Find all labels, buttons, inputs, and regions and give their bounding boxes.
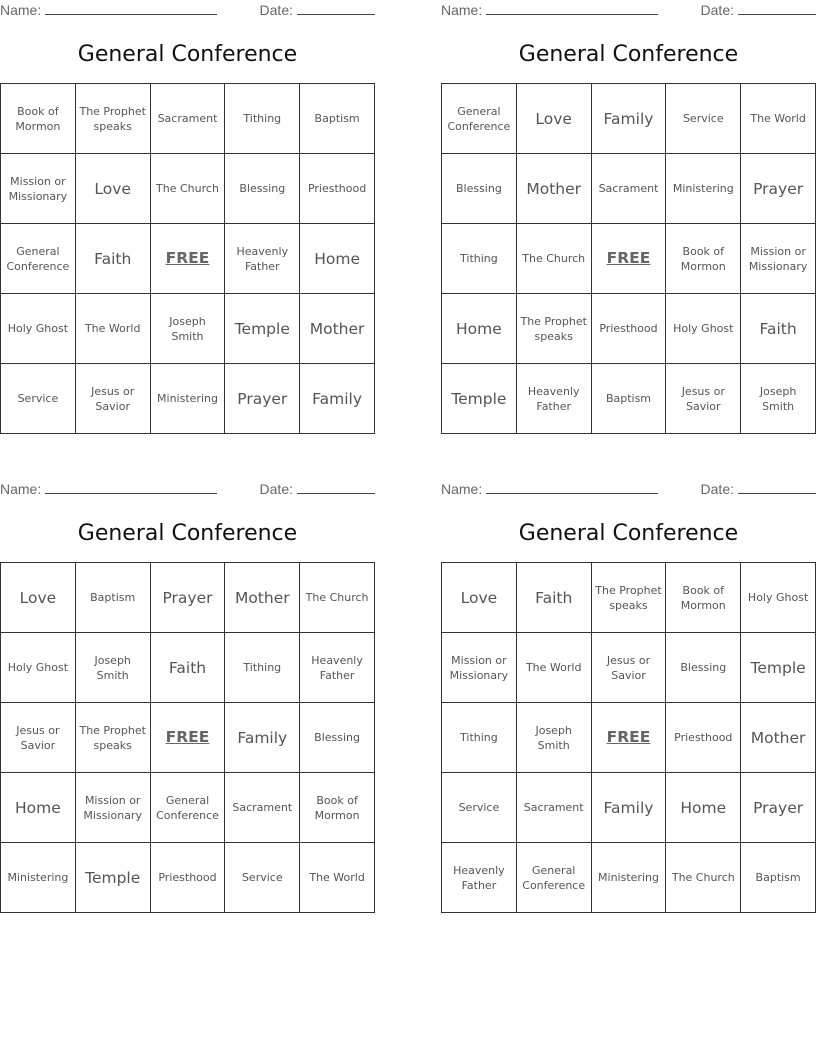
cell-label: Family: [237, 728, 288, 747]
bingo-cell[interactable]: [151, 843, 226, 913]
cell-label: Jesus or Savior: [16, 723, 60, 752]
cell-label: The Prophet speaks: [79, 104, 146, 133]
bingo-cell[interactable]: [517, 154, 592, 224]
cell-label: The World: [750, 112, 806, 125]
name-blank-line[interactable]: [486, 480, 658, 494]
cell-label: Love: [94, 179, 131, 198]
bingo-cell[interactable]: [741, 843, 816, 913]
bingo-cell[interactable]: [592, 773, 667, 843]
cell-label: Joseph Smith: [169, 314, 206, 343]
bingo-cell[interactable]: [741, 224, 816, 294]
cell-label: Sacrament: [598, 182, 659, 195]
cell-label: Mother: [309, 319, 365, 338]
cell-label: Book of Mormon: [680, 583, 726, 612]
date-label: Date:: [700, 2, 734, 18]
bingo-cell[interactable]: [442, 563, 517, 633]
bingo-cell[interactable]: [225, 224, 300, 294]
bingo-cell[interactable]: [151, 294, 226, 364]
date-field[interactable]: [701, 480, 816, 497]
name-field[interactable]: [0, 480, 217, 497]
bingo-cell[interactable]: [442, 364, 517, 434]
bingo-cell[interactable]: [76, 364, 151, 434]
bingo-cell[interactable]: [442, 843, 517, 913]
card-title: General Conference: [77, 521, 298, 546]
cell-label: Blessing: [455, 182, 502, 195]
cell-label: Sacrament: [523, 801, 584, 814]
cell-label: Temple: [85, 868, 141, 887]
cell-label: Blessing: [239, 182, 286, 195]
bingo-cell[interactable]: [442, 84, 517, 154]
cell-label: The World: [309, 871, 365, 884]
bingo-cell[interactable]: [741, 364, 816, 434]
cell-label: Priesthood: [307, 182, 367, 195]
cell-label: The Church: [671, 871, 735, 884]
bingo-cell[interactable]: [741, 294, 816, 364]
bingo-cell[interactable]: [76, 563, 151, 633]
cell-label: Sacrament: [157, 112, 218, 125]
cell-label: Prayer: [753, 798, 804, 817]
bingo-grid: [0, 83, 375, 434]
cell-label: Tithing: [243, 661, 282, 674]
date-label: Date:: [259, 2, 293, 18]
cell-label: Temple: [451, 389, 507, 408]
bingo-grid: [0, 562, 375, 913]
bingo-cell[interactable]: [442, 703, 517, 773]
bingo-cell[interactable]: [300, 84, 375, 154]
bingo-cell[interactable]: [741, 633, 816, 703]
bingo-cell[interactable]: [76, 633, 151, 703]
cell-label: The Prophet speaks: [520, 314, 587, 343]
bingo-cell[interactable]: [225, 294, 300, 364]
bingo-cell[interactable]: [1, 84, 76, 154]
bingo-cell[interactable]: [592, 154, 667, 224]
cell-label: Priesthood: [674, 731, 733, 744]
bingo-cell[interactable]: [1, 294, 76, 364]
bingo-cell[interactable]: [225, 84, 300, 154]
cell-label: The Church: [156, 182, 219, 195]
cell-label: The World: [84, 322, 141, 335]
date-field[interactable]: [260, 480, 375, 497]
cell-label: Holy Ghost: [7, 322, 69, 335]
bingo-cell[interactable]: [666, 84, 741, 154]
bingo-cell[interactable]: [442, 773, 517, 843]
name-label: Name:: [0, 481, 42, 497]
name-blank-line[interactable]: [45, 1, 217, 15]
cell-label: Heavenly Father: [453, 863, 505, 892]
cell-label: Baptism: [755, 871, 801, 884]
bingo-cell[interactable]: [517, 703, 592, 773]
cell-label: Love: [460, 588, 498, 607]
cell-label: Faith: [759, 319, 797, 338]
bingo-cell[interactable]: [1, 843, 76, 913]
bingo-cell[interactable]: [151, 154, 226, 224]
cell-label: Priesthood: [599, 322, 658, 335]
cell-label: General Conference: [156, 793, 219, 822]
name-date-row: [0, 480, 375, 500]
name-field[interactable]: [0, 1, 217, 18]
cell-label: Mother: [526, 179, 582, 198]
cell-label: Book of Mormon: [314, 793, 360, 822]
cell-label: Holy Ghost: [747, 591, 809, 604]
cell-label: Service: [17, 392, 59, 405]
card-title: General Conference: [77, 42, 298, 67]
bingo-cell[interactable]: [300, 364, 375, 434]
bingo-cell[interactable]: [741, 773, 816, 843]
cell-label: General Conference: [447, 104, 511, 133]
bingo-cell[interactable]: [300, 633, 375, 703]
cell-label: The Prophet speaks: [595, 583, 662, 612]
bingo-cell[interactable]: [151, 364, 226, 434]
card-title: General Conference: [518, 42, 739, 67]
cell-label: Family: [312, 389, 363, 408]
bingo-cell[interactable]: [225, 703, 300, 773]
name-field[interactable]: [441, 1, 658, 18]
cell-label: Prayer: [237, 389, 288, 408]
bingo-cell[interactable]: [666, 633, 741, 703]
cell-label: Jesus or Savior: [681, 384, 725, 413]
bingo-cell[interactable]: [666, 703, 741, 773]
cell-label: Baptism: [90, 591, 136, 604]
cell-label: Jesus or Savior: [606, 653, 651, 682]
bingo-cell[interactable]: [225, 773, 300, 843]
bingo-cell[interactable]: [151, 773, 226, 843]
bingo-cell[interactable]: [517, 364, 592, 434]
bingo-cell[interactable]: [517, 84, 592, 154]
date-field[interactable]: [260, 1, 375, 18]
bingo-cell[interactable]: [300, 773, 375, 843]
bingo-cell[interactable]: [76, 843, 151, 913]
bingo-cell[interactable]: [225, 633, 300, 703]
cell-label: Mission or Missionary: [83, 793, 142, 822]
cell-label: Blessing: [680, 661, 727, 674]
bingo-cell[interactable]: [1, 703, 76, 773]
cell-label: Mission or Missionary: [449, 653, 509, 682]
bingo-cell[interactable]: [300, 843, 375, 913]
bingo-cell[interactable]: [225, 154, 300, 224]
bingo-cell[interactable]: [1, 563, 76, 633]
cell-label: Love: [535, 109, 572, 128]
bingo-cell[interactable]: [1, 773, 76, 843]
name-label: Name:: [441, 481, 483, 497]
free-space-cell[interactable]: [151, 703, 226, 773]
cell-label: Baptism: [314, 112, 360, 125]
bingo-cell[interactable]: [517, 224, 592, 294]
bingo-cell[interactable]: [666, 843, 741, 913]
bingo-cell[interactable]: [151, 563, 226, 633]
bingo-cell[interactable]: [300, 703, 375, 773]
name-date-row: [441, 480, 816, 500]
bingo-cell[interactable]: [741, 703, 816, 773]
bingo-cell[interactable]: [517, 843, 592, 913]
bingo-cell[interactable]: [1, 633, 76, 703]
bingo-cell[interactable]: [666, 773, 741, 843]
bingo-cell[interactable]: [76, 703, 151, 773]
bingo-grid: [441, 83, 816, 434]
bingo-cell[interactable]: [592, 364, 667, 434]
cell-label: Prayer: [162, 588, 213, 607]
bingo-cell[interactable]: [666, 224, 741, 294]
cell-label: Mission or Missionary: [748, 244, 808, 273]
bingo-cell[interactable]: [442, 294, 517, 364]
cell-label: Holy Ghost: [673, 322, 734, 335]
bingo-cell[interactable]: [151, 84, 226, 154]
cell-label: Family: [603, 109, 654, 128]
free-space-cell[interactable]: [151, 224, 226, 294]
bingo-cell[interactable]: [76, 154, 151, 224]
bingo-cell[interactable]: [1, 224, 76, 294]
cell-label: Jesus or Savior: [91, 384, 135, 413]
bingo-cell[interactable]: [517, 563, 592, 633]
cell-label: Faith: [168, 658, 207, 677]
cell-label: The World: [525, 661, 582, 674]
cell-label: FREE: [606, 728, 651, 746]
bingo-cell[interactable]: [517, 633, 592, 703]
bingo-cell[interactable]: [666, 294, 741, 364]
bingo-cell[interactable]: [225, 563, 300, 633]
cell-label: Tithing: [243, 112, 282, 125]
cell-label: Ministering: [598, 871, 659, 884]
cell-label: Service: [682, 112, 724, 125]
name-field[interactable]: [441, 480, 658, 497]
cell-label: Temple: [750, 658, 806, 677]
cell-label: General Conference: [522, 863, 586, 892]
cell-label: FREE: [606, 249, 651, 267]
date-blank-line[interactable]: [738, 1, 816, 15]
free-space-cell[interactable]: [592, 703, 667, 773]
date-blank-line[interactable]: [297, 480, 375, 494]
bingo-cell[interactable]: [592, 294, 667, 364]
cell-label: The Church: [305, 591, 369, 604]
free-space-cell[interactable]: [592, 224, 667, 294]
name-blank-line[interactable]: [486, 1, 658, 15]
cell-label: Sacrament: [232, 801, 293, 814]
date-blank-line[interactable]: [738, 480, 816, 494]
cell-label: Family: [603, 798, 654, 817]
cell-label: Baptism: [605, 392, 652, 405]
cell-label: The Prophet speaks: [79, 723, 146, 752]
name-date-row: [441, 1, 816, 21]
cell-label: The Church: [522, 252, 586, 265]
bingo-cell[interactable]: [151, 633, 226, 703]
bingo-cell[interactable]: [592, 84, 667, 154]
bingo-cell[interactable]: [592, 633, 667, 703]
bingo-cell[interactable]: [741, 84, 816, 154]
cell-label: Heavenly Father: [236, 244, 289, 273]
bingo-cell[interactable]: [666, 563, 741, 633]
cell-label: Prayer: [753, 179, 804, 198]
cell-label: Mother: [234, 588, 290, 607]
bingo-cell[interactable]: [225, 364, 300, 434]
bingo-cell[interactable]: [442, 633, 517, 703]
cell-label: Love: [19, 588, 57, 607]
bingo-cell[interactable]: [225, 843, 300, 913]
cell-label: Joseph Smith: [535, 723, 572, 752]
cell-label: Heavenly Father: [527, 384, 580, 413]
cell-label: Tithing: [460, 731, 498, 744]
bingo-cell[interactable]: [442, 154, 517, 224]
bingo-cell[interactable]: [1, 154, 76, 224]
cell-label: Service: [241, 871, 283, 884]
bingo-cell[interactable]: [300, 563, 375, 633]
cell-label: Faith: [535, 588, 573, 607]
cell-label: Joseph Smith: [94, 653, 131, 682]
cell-label: FREE: [165, 728, 210, 746]
bingo-cell[interactable]: [517, 773, 592, 843]
bingo-cell[interactable]: [300, 154, 375, 224]
cell-label: Book of Mormon: [680, 244, 726, 273]
bingo-cell[interactable]: [517, 294, 592, 364]
cell-label: Home: [680, 798, 727, 817]
bingo-cell[interactable]: [300, 224, 375, 294]
bingo-cell[interactable]: [76, 773, 151, 843]
cell-label: Blessing: [314, 731, 361, 744]
cell-label: Tithing: [460, 252, 498, 265]
bingo-cell[interactable]: [442, 224, 517, 294]
cell-label: Mission or Missionary: [8, 174, 68, 203]
cell-label: Home: [15, 798, 61, 817]
name-blank-line[interactable]: [45, 480, 217, 494]
cell-label: Faith: [94, 249, 132, 268]
bingo-cell[interactable]: [76, 224, 151, 294]
cell-label: Mother: [750, 728, 806, 747]
cell-label: Home: [314, 249, 360, 268]
name-label: Name:: [441, 2, 483, 18]
cell-label: Ministering: [157, 392, 218, 405]
cell-label: Book of Mormon: [15, 104, 61, 133]
cell-label: Ministering: [7, 871, 69, 884]
bingo-cell[interactable]: [741, 563, 816, 633]
bingo-cell[interactable]: [741, 154, 816, 224]
bingo-cell[interactable]: [300, 294, 375, 364]
name-date-row: [0, 1, 375, 21]
cell-label: FREE: [165, 249, 210, 267]
bingo-cell[interactable]: [592, 563, 667, 633]
date-label: Date:: [259, 481, 293, 497]
cell-label: Joseph Smith: [759, 384, 797, 413]
cell-label: General Conference: [6, 244, 70, 273]
cell-label: Heavenly Father: [311, 653, 363, 682]
bingo-cell[interactable]: [1, 364, 76, 434]
cell-label: Service: [458, 801, 500, 814]
bingo-cell[interactable]: [76, 84, 151, 154]
cell-label: Holy Ghost: [7, 661, 69, 674]
date-field[interactable]: [701, 1, 816, 18]
date-blank-line[interactable]: [297, 1, 375, 15]
bingo-cell[interactable]: [76, 294, 151, 364]
bingo-cell[interactable]: [666, 154, 741, 224]
cell-label: Ministering: [672, 182, 734, 195]
date-label: Date:: [700, 481, 734, 497]
bingo-grid: [441, 562, 816, 913]
card-title: General Conference: [518, 521, 739, 546]
cell-label: Temple: [234, 319, 290, 338]
cell-label: Priesthood: [158, 871, 217, 884]
name-label: Name:: [0, 2, 42, 18]
bingo-cell[interactable]: [666, 364, 741, 434]
bingo-cell[interactable]: [592, 843, 667, 913]
cell-label: Home: [456, 319, 502, 338]
